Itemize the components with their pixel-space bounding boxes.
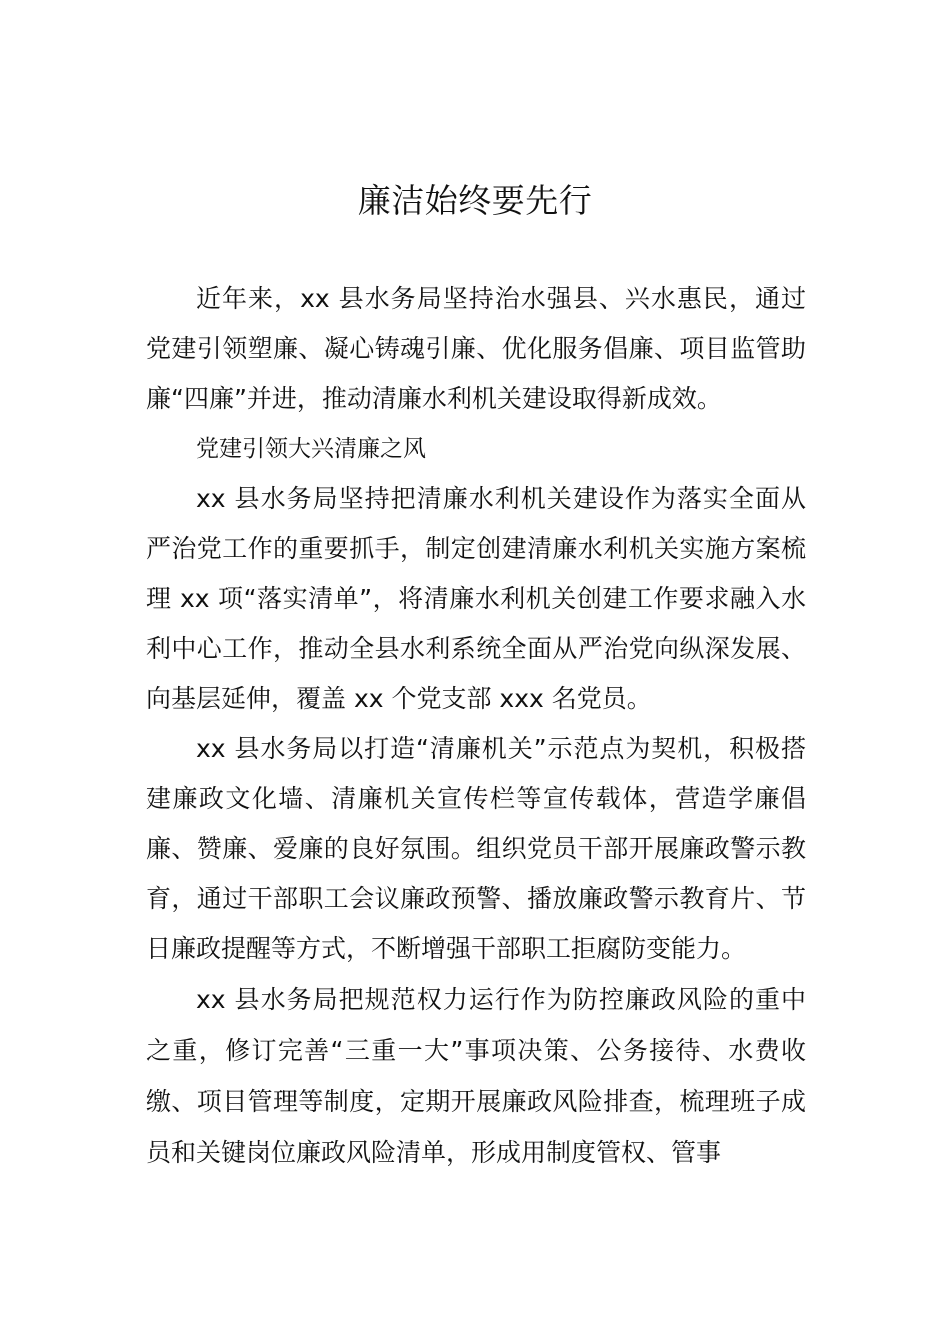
- document-body: [146, 274, 806, 1178]
- body-paragraph-2: xx 县水务局以打造“清廉机关”示范点为契机，积极搭建廉政文化墙、清廉机关宣传栏等宣传载体，营造学廉倡廉、赞廉、爱廉的良好氛围。组织党员干部开展廉政警示教育，通过干部职工会议廉政预警、播放廉政警示教育片、节日廉政提醒等方式，不断增强干部职工拒腐防变能力。: [146, 734, 806, 963]
- intro-paragraph: 近年来，xx 县水务局坚持治水强县、兴水惠民，通过党建引领塑廉、凝心铸魂引廉、优化服务倡廉、项目监管助廉“四廉”并进，推动清廉水利机关建设取得新成效。: [146, 284, 806, 413]
- body-paragraph-1: xx 县水务局坚持把清廉水利机关建设作为落实全面从严治党工作的重要抓手，制定创建清廉水利机关实施方案梳理 xx 项“落实清单”，将清廉水利机关创建工作要求融入水利中心工作，推动全县水利系统全面从严治党向纵深发展、向基层延伸，覆盖 xx 个党支部 xxx 名党员。: [146, 484, 806, 713]
- section-heading: 党建引领大兴清廉之风: [196, 436, 426, 462]
- body-paragraph-3: xx 县水务局把规范权力运行作为防控廉政风险的重中之重，修订完善“三重一大”事项决策、公务接待、水费收缴、项目管理等制度，定期开展廉政风险排查，梳理班子成员和关键岗位廉政风险清单，形成用制度管权、管事: [146, 985, 806, 1167]
- document-title: 廉洁始终要先行: [357, 181, 593, 220]
